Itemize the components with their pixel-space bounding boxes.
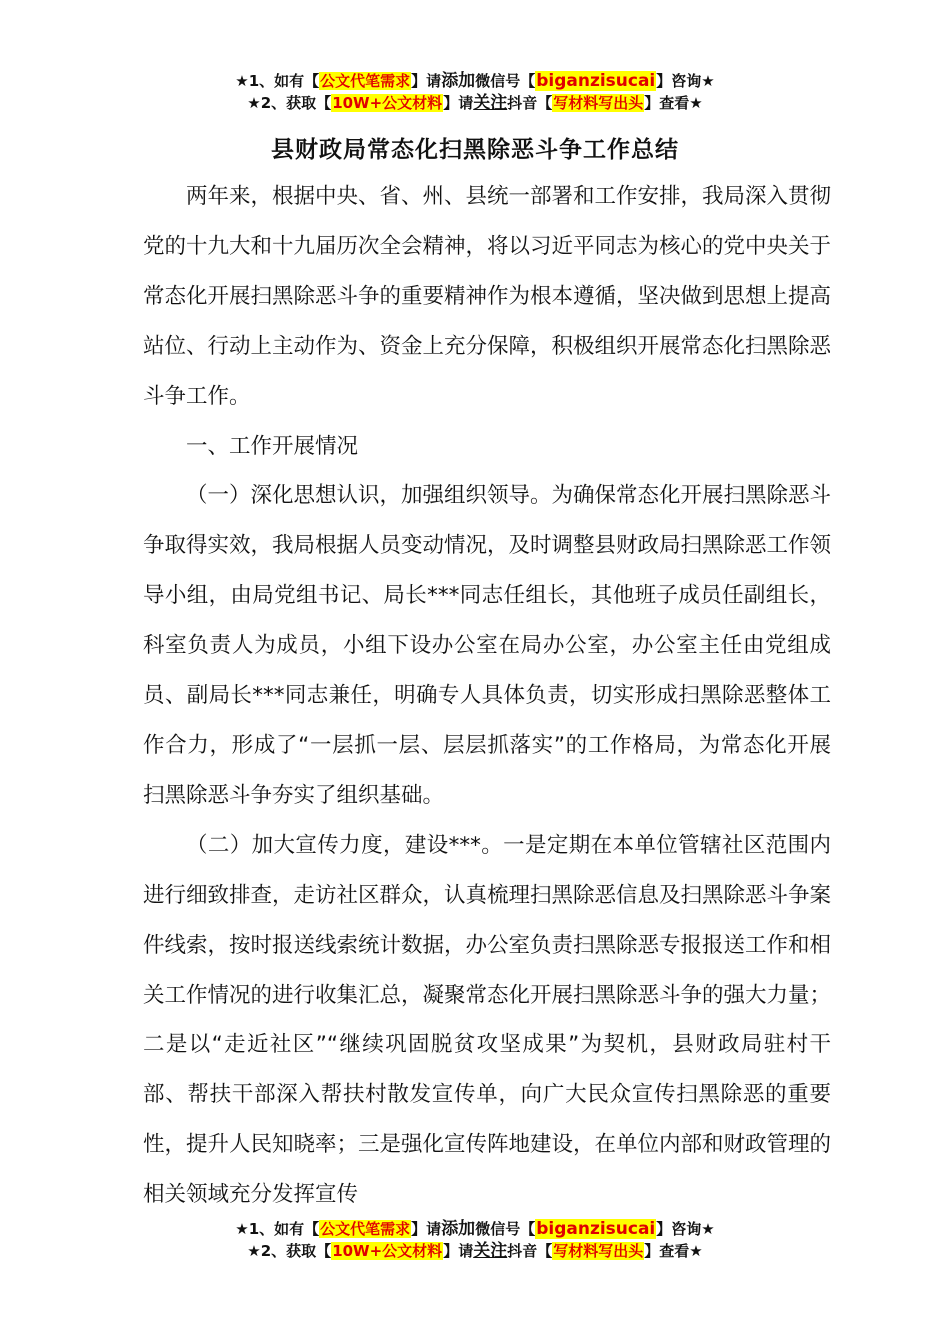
banner-text: 微信号【 <box>475 1220 536 1238</box>
banner-text: 抖音【 <box>507 1242 553 1260</box>
banner-emphasis: 关注 <box>473 93 508 113</box>
banner-line-2 <box>0 1240 950 1262</box>
banner-text: 微信号【 <box>475 72 536 90</box>
banner-text: 】查看★ <box>644 94 703 112</box>
header-banner <box>0 70 950 114</box>
banner-highlight: 写材料写出头 <box>553 1242 644 1260</box>
banner-highlight: 10W+公文材料 <box>332 94 443 112</box>
banner-emphasis: 添加 <box>441 1219 476 1239</box>
paragraph-publicity: （二）加大宣传力度，建设***。一是定期在本单位管辖社区范围内进行细致排查，走访社区群众，认真梳理扫黑除恶信息及扫黑除恶斗争案件线索，按时报送线索统计数据，办公室负责扫黑除恶专报报送工作和相关工作情况的进行收集汇总，凝聚常态化开展扫黑除恶斗争的强大力量；二是以“走近社区”“继续巩固脱贫攻坚成果”为契机，县财政局驻村干部、帮扶干部深入帮扶村散发宣传单，向广大民众宣传扫黑除恶的重要性，提升人民知晓率；三是强化宣传阵地建设，在单位内部和财政管理的相关领域充分发挥宣传 <box>143 832 832 1208</box>
banner-text: ★2、获取【 <box>247 94 332 112</box>
banner-highlight: biganzisucai <box>536 1219 656 1239</box>
banner-emphasis: 关注 <box>473 1241 508 1261</box>
banner-highlight: 10W+公文材料 <box>332 1242 443 1260</box>
document-title: 县财政局常态化扫黑除恶斗争工作总结 <box>271 137 679 163</box>
banner-text: 】请 <box>443 1242 474 1260</box>
paragraph-intro: 两年来，根据中央、省、州、县统一部署和工作安排，我局深入贯彻党的十九大和十九届历次全会精神，将以习近平同志为核心的党中央关于常态化开展扫黑除恶斗争的重要精神作为根本遵循，坚决做到思想上提高站位、行动上主动作为、资金上充分保障，积极组织开展常态化扫黑除恶斗争工作。 <box>143 184 832 409</box>
banner-highlight: biganzisucai <box>536 71 656 91</box>
banner-text: 】咨询★ <box>656 1220 715 1238</box>
banner-highlight: 公文代笔需求 <box>320 72 411 90</box>
banner-text: 】查看★ <box>644 1242 703 1260</box>
paragraph-organization: （一）深化思想认识，加强组织领导。为确保常态化开展扫黑除恶斗争取得实效，我局根据人员变动情况，及时调整县财政局扫黑除恶工作领导小组，由局党组书记、局长***同志任组长，其他班子成员任副组长，科室负责人为成员，小组下设办公室在局办公室，办公室主任由党组成员、副局长***同志兼任，明确专人具体负责，切实形成扫黑除恶整体工作合力，形成了“一层抓一层、层层抓落实”的工作格局，为常态化开展扫黑除恶斗争夯实了组织基础。 <box>143 483 832 808</box>
banner-text: 】咨询★ <box>656 72 715 90</box>
banner-text: 】请 <box>411 1220 442 1238</box>
banner-emphasis: 添加 <box>441 71 476 91</box>
banner-text: 】请 <box>443 94 474 112</box>
banner-line-1 <box>0 1218 950 1240</box>
banner-highlight: 公文代笔需求 <box>320 1220 411 1238</box>
banner-text: 抖音【 <box>507 94 553 112</box>
banner-text: ★2、获取【 <box>247 1242 332 1260</box>
banner-text: ★1、如有【 <box>235 72 320 90</box>
section-heading: 一、工作开展情况 <box>186 433 359 459</box>
banner-line-1 <box>0 70 950 92</box>
footer-banner <box>0 1218 950 1262</box>
banner-text: ★1、如有【 <box>235 1220 320 1238</box>
document-body <box>143 172 831 1220</box>
banner-line-2 <box>0 92 950 114</box>
banner-text: 】请 <box>411 72 442 90</box>
banner-highlight: 写材料写出头 <box>553 94 644 112</box>
